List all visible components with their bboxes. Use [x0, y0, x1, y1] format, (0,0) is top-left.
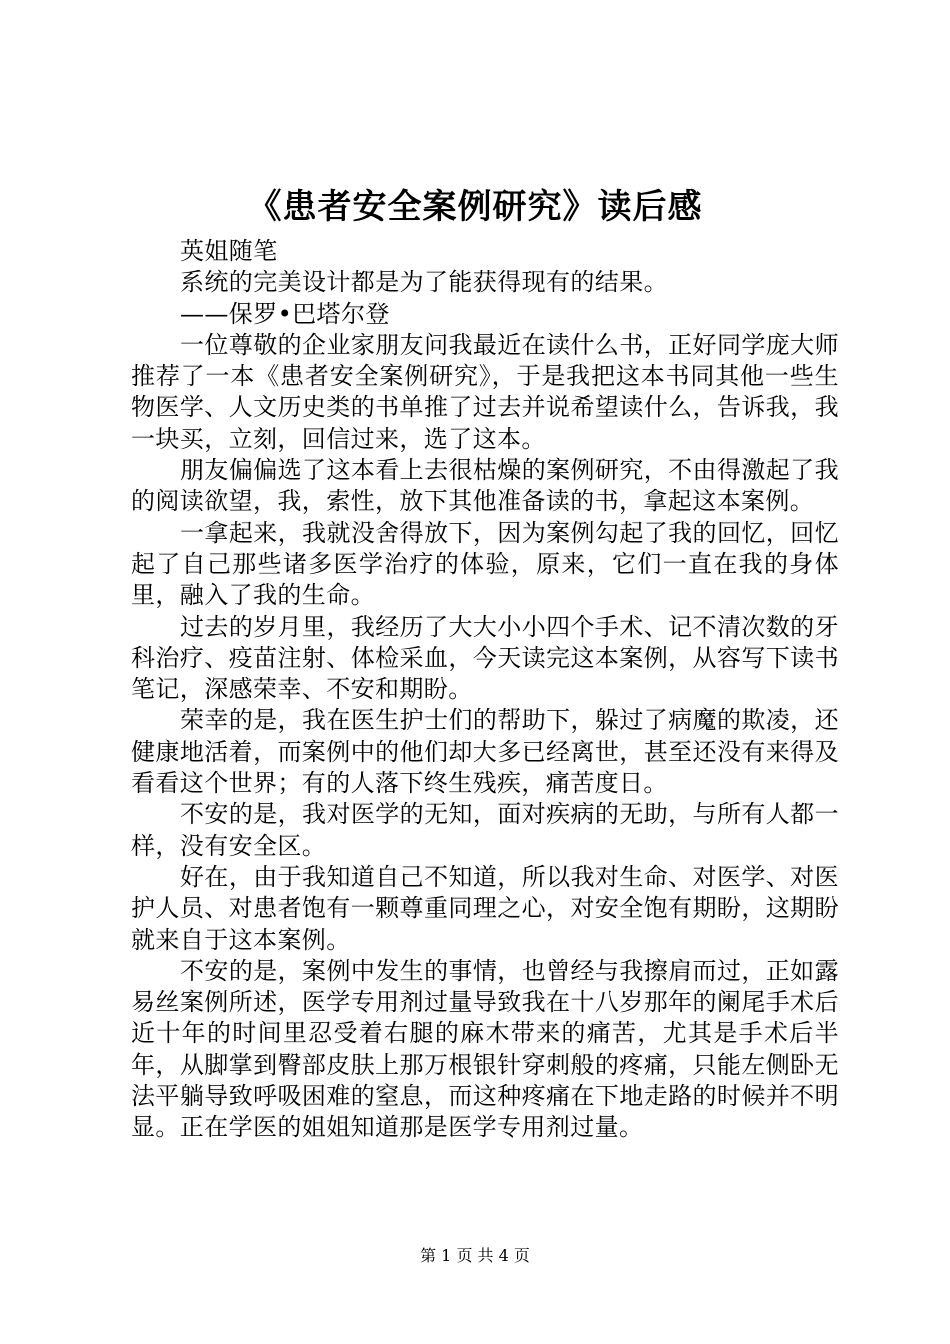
epigraph-attribution: ——保罗•巴塔尔登: [180, 299, 390, 328]
page-number-footer: 第 1 页 共 4 页: [420, 1246, 530, 1265]
epigraph-quote: 系统的完美设计都是为了能获得现有的结果。: [180, 268, 668, 297]
body-paragraph: 一拿起来，我就没舍得放下，因为案例勾起了我的回忆，回忆起了自己那些诸多医学治疗的体验，原来，它们一直在我的身体里，融入了我的生命。: [131, 518, 839, 610]
document-title: 《患者安全案例研究》读后感: [247, 187, 703, 227]
document-body: [131, 236, 839, 1144]
body-paragraph: 不安的是，案例中发生的事情，也曾经与我擦肩而过，正如露易丝案例所述，医学专用剂过量导致我在十八岁那年的阑尾手术后近十年的时间里忍受着右腿的麻木带来的痛苦，尤其是手术后半年，从脚掌到臀部皮肤上那万根银针穿刺般的疼痛，只能左侧卧无法平躺导致呼吸困难的窒息，而这种疼痛在下地走路的时候并不明显。正在学医的姐姐知道那是医学专用剂过量。: [131, 956, 839, 1142]
body-paragraph: 好在，由于我知道自己不知道，所以我对生命、对医学、对医护人员、对患者饱有一颗尊重同理之心，对安全饱有期盼，这期盼就来自于这本案例。: [131, 862, 839, 954]
body-paragraph: 一位尊敬的企业家朋友问我最近在读什么书，正好同学庞大师推荐了一本《患者安全案例研究》，于是我把这本书同其他一些生物医学、人文历史类的书单推了过去并说希望读什么，告诉我，我一块买，立刻，回信过来，选了这本。: [131, 330, 839, 453]
author-line: 英姐随笔: [180, 237, 278, 265]
body-paragraph: 朋友偏偏选了这本看上去很枯燥的案例研究，不由得激起了我的阅读欲望，我，索性，放下其他准备读的书，拿起这本案例。: [131, 456, 839, 516]
body-paragraph: 荣幸的是，我在医生护士们的帮助下，躲过了病魔的欺凌，还健康地活着，而案例中的他们却大多已经离世，甚至还没有来得及看看这个世界；有的人落下终生残疾，痛苦度日。: [131, 706, 839, 798]
body-paragraph: 过去的岁月里，我经历了大大小小四个手术、记不清次数的牙科治疗、疫苗注射、体检采血，今天读完这本案例，从容写下读书笔记，深感荣幸、不安和期盼。: [131, 612, 839, 704]
body-paragraph: 不安的是，我对医学的无知，面对疾病的无助，与所有人都一样，没有安全区。: [131, 800, 839, 860]
